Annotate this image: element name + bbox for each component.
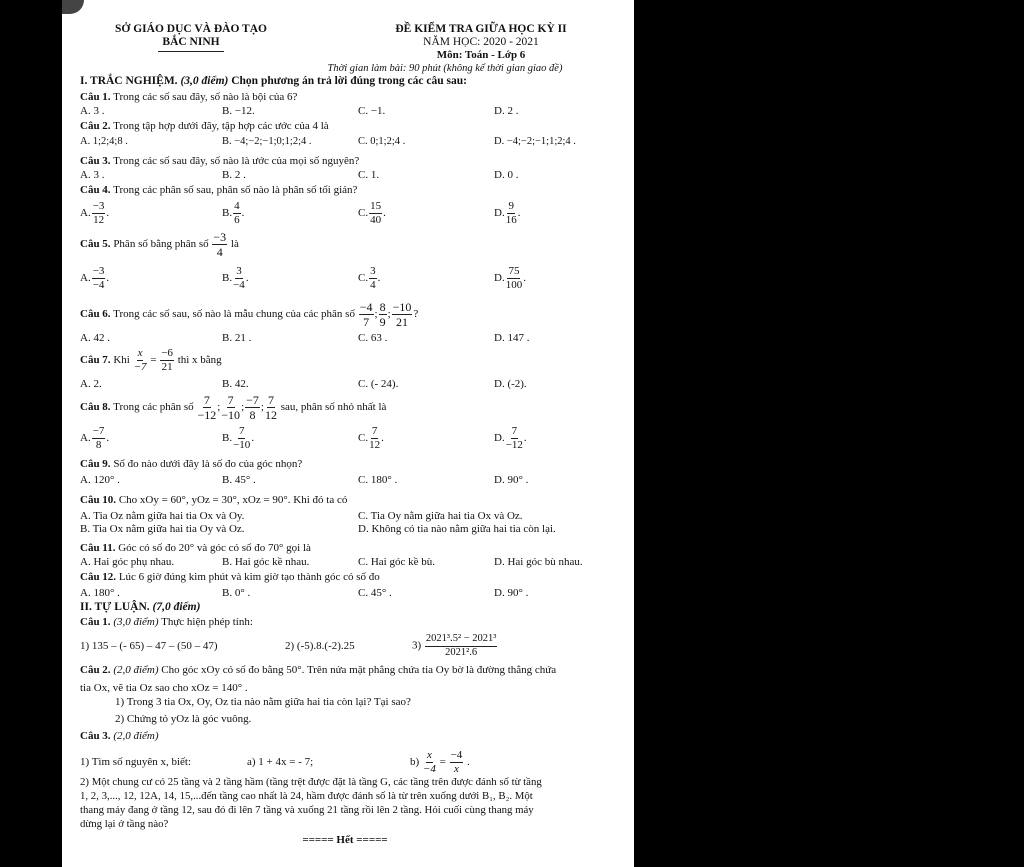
essay-question-1: Câu 1. (3,0 điểm) Thực hiện phép tính: [80,616,253,628]
question-6: Câu 6. Trong các số sau, số nào là mẫu chung của các phân số $\frac{-4}{7}$ ; $\frac{8}{9}$ ; $\frac{-10}{21}$ ? [80,300,419,329]
q8-option-d[interactable]: D. $\frac{7}{-12}$ . [494,425,527,451]
q5-option-c[interactable]: C. $\frac{3}{4}$ . [358,265,381,291]
q1-option-a[interactable]: A. 3 . [80,105,105,117]
q6-option-d[interactable]: D. 147 . [494,332,530,344]
essay-3-sub-2-line-2: 1, 2, 3,..., 12, 12A, 14, 15,...đến tầng cao nhất là 24, hầm được đánh số là từ trên xuống dưới B₁, B₂. Một [80,790,533,802]
q1-option-b[interactable]: B. −12. [222,105,255,117]
question-8: Câu 8. Trong các phân số $\frac{7}{-12}$ ; $\frac{7}{-10}$ ; $\frac{-7}{8}$ ; $\frac{7}{12}$ sau, phân số nhỏ nhất là [80,393,387,422]
q7-option-d[interactable]: D. (-2). [494,378,527,390]
q5-option-a[interactable]: A. $\frac{-3}{-4}$ . [80,265,110,291]
q9-option-a[interactable]: A. 120° . [80,474,120,486]
q2-option-d[interactable]: D. −4;−2;−1;1;2;4 . [494,136,576,147]
essay-1-item-3: 3) $\frac{\text{2021³.5² − 2021³}}{\text{2021².6}}$ [412,633,497,658]
q11-option-d[interactable]: D. Hai góc bù nhau. [494,556,583,568]
q11-option-c[interactable]: C. Hai góc kề bù. [358,556,435,568]
province-name: BẮC NINH [162,36,220,48]
q3-option-a[interactable]: A. 3 . [80,169,105,181]
q1-option-d[interactable]: D. 2 . [494,105,519,117]
question-1: Câu 1. Trong các số sau đây, số nào là bội của 6? [80,91,298,103]
essay-2-sub-2: 2) Chứng tỏ yOz là góc vuông. [115,713,252,725]
q7-option-b[interactable]: B. 42. [222,378,249,390]
exam-title: ĐỀ KIỂM TRA GIỮA HỌC KỲ II [395,23,567,35]
q12-option-a[interactable]: A. 180° . [80,587,120,599]
q9-option-b[interactable]: B. 45° . [222,474,256,486]
q12-option-d[interactable]: D. 90° . [494,587,529,599]
q6-option-c[interactable]: C. 63 . [358,332,388,344]
essay-question-3: Câu 3. (2,0 điểm) [80,730,159,742]
question-4: Câu 4. Trong các phân số sau, phân số nào là phân số tối giản? [80,184,358,196]
question-10: Câu 10. Cho xOy = 60°, yOz = 30°, xOz = 90°. Khi đó ta có [80,494,348,506]
essay-3-sub-2-line-3: thang máy đang ở tầng 12, sau đó đi lên 7 tầng và xuống 21 tầng rồi lên 2 tầng. Hỏi cuối cùng thang máy [80,804,534,816]
q2-option-c[interactable]: C. 0;1;2;4 . [358,136,406,147]
end-marker: ===== Hết ===== [302,834,388,846]
question-7: Câu 7. Khi $\frac{x}{-7}$ = $\frac{-6}{21}$ thì x bằng [80,347,222,373]
q4-option-a[interactable]: A. $\frac{-3}{12}$ . [80,200,110,226]
q3-option-b[interactable]: B. 2 . [222,169,246,181]
question-3: Câu 3. Trong các số sau đây, số nào là ước của mọi số nguyên? [80,155,360,167]
part2-heading: II. TỰ LUẬN. (7,0 điểm) [80,601,201,613]
q11-option-b[interactable]: B. Hai góc kề nhau. [222,556,310,568]
q6-option-a[interactable]: A. 42 . [80,332,110,344]
essay-3-sub-2-line-1: 2) Một chung cư có 25 tầng và 2 tầng hầm (tầng trệt được đặt là tầng G, các tầng trên được đánh số từ tầng [80,776,542,788]
essay-3-sub-1: 1) Tìm số nguyên x, biết: [80,756,192,768]
subject-line: Môn: Toán - Lớp 6 [436,49,526,61]
essay-1-item-2: 2) (-5).8.(-2).25 [285,640,355,652]
q11-option-a[interactable]: A. Hai góc phụ nhau. [80,556,175,568]
q2-option-a[interactable]: A. 1;2;4;8 . [80,136,128,147]
q10-option-c[interactable]: C. Tia Oy nằm giữa hai tia Ox và Oz. [358,510,523,522]
essay-1-item-1: 1) 135 – (- 65) – 47 – (50 – 47) [80,640,218,652]
q10-option-d[interactable]: D. Không có tia nào nằm giữa hai tia còn lại. [358,523,556,535]
q12-option-c[interactable]: C. 45° . [358,587,392,599]
q8-option-a[interactable]: A. $\frac{-7}{8}$ . [80,425,110,451]
q4-option-d[interactable]: D. $\frac{9}{16}$ . [494,200,521,226]
q8-option-c[interactable]: C. $\frac{7}{12}$ . [358,425,384,451]
q1-option-c[interactable]: C. −1. [358,105,386,117]
q7-option-c[interactable]: C. (- 24). [358,378,399,390]
q4-option-c[interactable]: C. $\frac{15}{40}$ . [358,200,386,226]
school-year: NĂM HỌC: 2020 - 2021 [423,36,539,48]
essay-3-sub-2-line-4: dừng lại ở tầng nào? [80,818,169,830]
q4-option-b[interactable]: B. $\frac{4}{6}$ . [222,200,245,226]
essay-2-sub-1: 1) Trong 3 tia Ox, Oy, Oz tia nào nằm giữa hai tia còn lại? Tại sao? [115,696,411,708]
q8-option-b[interactable]: B. $\frac{7}{-10}$ . [222,425,255,451]
question-11: Câu 11. Góc có số đo 20° và góc có số đo 70° gọi là [80,542,311,554]
q10-option-b[interactable]: B. Tia Ox nằm giữa hai tia Oy và Oz. [80,523,245,535]
q5-option-d[interactable]: D. $\frac{75}{100}$ . [494,265,526,291]
q10-option-a[interactable]: A. Tia Oz nằm giữa hai tia Ox và Oy. [80,510,245,522]
q2-option-b[interactable]: B. −4;−2;−1;0;1;2;4 . [222,136,312,147]
department-name: SỞ GIÁO DỤC VÀ ĐÀO TẠO [115,23,267,35]
essay-3-sub-1a: a) 1 + 4x = - 7; [247,756,314,768]
q3-option-d[interactable]: D. 0 . [494,169,519,181]
essay-3-sub-1b: b) $\frac{x}{-4}$ = $\frac{-4}{x}$ . [410,749,470,775]
q9-option-c[interactable]: C. 180° . [358,474,398,486]
q12-option-b[interactable]: B. 0° . [222,587,251,599]
q6-option-b[interactable]: B. 21 . [222,332,252,344]
q7-option-a[interactable]: A. 2. [80,378,102,390]
question-12: Câu 12. Lúc 6 giờ đúng kim phút và kim giờ tạo thành góc có số đo [80,571,380,583]
part1-heading: I. TRẮC NGHIỆM. (3,0 điểm) Chọn phương án trả lời đúng trong các câu sau: [80,75,467,87]
question-5: Câu 5. Phân số bằng phân số $\frac{-3}{4}$ là [80,230,239,259]
q5-option-b[interactable]: B. $\frac{3}{-4}$ . [222,265,249,291]
header-underline [158,51,224,52]
time-allowed: Thời gian làm bài: 90 phút (không kể thời gian giao đề) [327,63,563,74]
essay-2-text-line-2: tia Ox, vẽ tia Oz sao cho xOz = 140° . [80,682,248,694]
essay-question-2: Câu 2. (2,0 điểm) Cho góc xOy có số đo bằng 50°. Trên nửa mặt phẳng chứa tia Oy bờ là đường thẳng chứa [80,664,557,676]
question-9: Câu 9. Số đo nào dưới đây là số đo của góc nhọn? [80,458,303,470]
q9-option-d[interactable]: D. 90° . [494,474,529,486]
q3-option-c[interactable]: C. 1. [358,169,380,181]
question-2: Câu 2. Trong tập hợp dưới đây, tập hợp các ước của 4 là [80,120,329,132]
